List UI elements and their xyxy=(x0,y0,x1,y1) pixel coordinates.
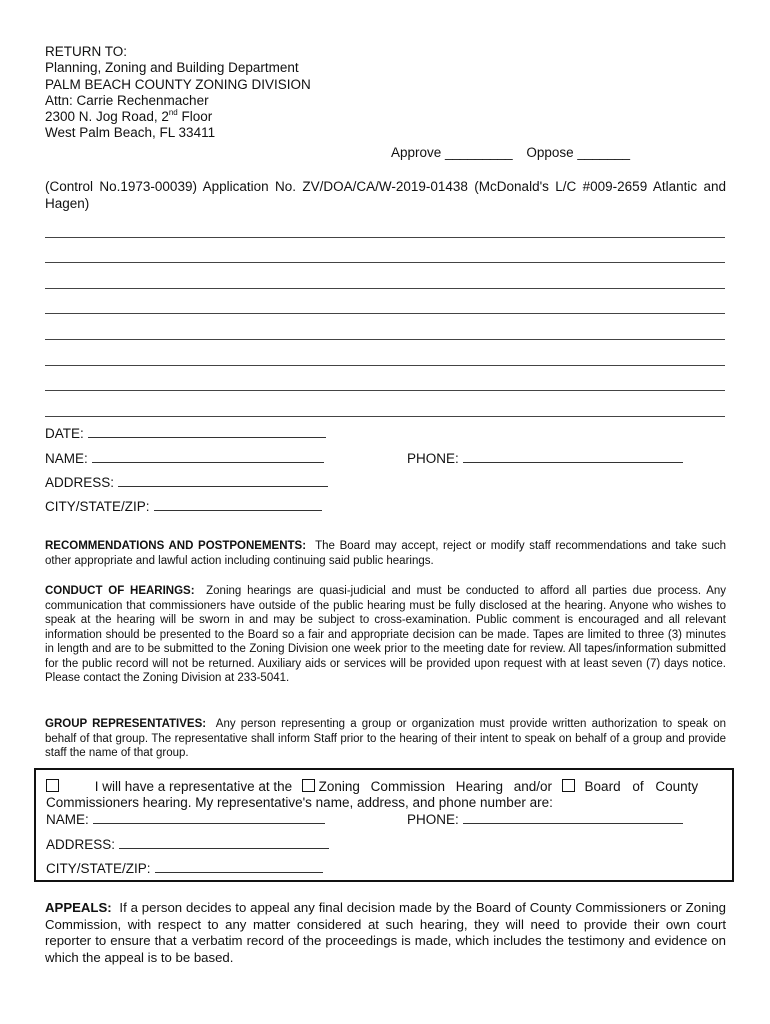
comment-line[interactable] xyxy=(45,212,725,238)
return-to-label: RETURN TO: xyxy=(45,44,128,59)
city-state-zip-field xyxy=(45,498,322,514)
application-reference: (Control No.1973-00039) Application No. ZV/DOA/CA/W-2019-01438 (McDonald's L/C #009-2659 Atlantic and Hagen) xyxy=(45,179,726,211)
representative-checkbox[interactable] xyxy=(46,779,59,792)
representative-name-label: NAME: xyxy=(46,812,89,827)
oppose-field[interactable]: Oppose _______ xyxy=(526,145,630,160)
phone-field xyxy=(407,450,683,466)
comment-line[interactable] xyxy=(45,391,725,417)
comment-line[interactable] xyxy=(45,340,725,366)
department-name: Planning, Zoning and Building Department xyxy=(45,60,299,76)
date-label: DATE: xyxy=(45,426,84,441)
comment-line[interactable] xyxy=(45,366,725,392)
address-label: ADDRESS: xyxy=(45,475,115,490)
representative-intro: I will have a representative at the xyxy=(94,779,293,794)
zoning-commission-option: Zoning Commission Hearing and/or xyxy=(318,779,553,794)
date-input-line[interactable] xyxy=(88,425,326,438)
name-label: NAME: xyxy=(45,451,88,466)
conduct-body: Zoning hearings are quasi-judicial and must be conducted to afford all parties due process. Any communication that commissioners have outside of the public hearing must be fully disclosed at the hearing. Anyone who wishes to speak at the hearing will be sworn in and may be subject to cross-examination. Public comment is encouraged and all relevant information should be presented to the Board so a fair and appropriate decision can be made. Tapes are limited to three (3) minutes in length and are to be submitted to the Zoning Division one week prior to the meeting date for review. All tapes/information submitted for the public record will not be returned. Auxiliary aids or services will be provided upon request with at least seven (7) days notice. Please contact the Zoning Division at 233-5041. xyxy=(45,585,727,684)
date-field xyxy=(45,425,326,441)
conduct-heading: CONDUCT OF HEARINGS: xyxy=(45,585,195,597)
appeals-body: If a person decides to appeal any final decision made by the Board of County Commissioners or Zoning Commission, with respect to any matter considered at such hearing, they will need to provide their own court reporter to ensure that a verbatim record of the proceedings is made, which includes the testimony and evidence on which the appeal is to be based. xyxy=(45,900,727,966)
zoning-commission-checkbox[interactable] xyxy=(302,779,315,792)
comment-line[interactable] xyxy=(45,314,725,340)
appeals-heading: APPEALS: xyxy=(45,900,112,915)
representative-phone-label: PHONE: xyxy=(407,812,459,827)
representative-address-field xyxy=(46,836,329,852)
representative-line-1 xyxy=(46,779,726,794)
address-field xyxy=(45,474,328,490)
comment-area[interactable] xyxy=(45,212,725,417)
representative-line-2: Commissioners hearing. My representative's name, address, and phone number are: xyxy=(46,795,553,810)
representative-name-field xyxy=(46,811,325,827)
representative-city-label: CITY/STATE/ZIP: xyxy=(46,861,151,876)
representative-phone-field xyxy=(407,811,683,827)
representative-box xyxy=(34,768,734,882)
street-address xyxy=(45,109,311,125)
group-body: Any person representing a group or organization must provide written authorization to speak on behalf of that group. The representative shall inform Staff prior to the hearing of their intent to speak on behalf of a group and provide staff the name of that group. xyxy=(45,718,727,759)
name-field xyxy=(45,450,324,466)
conduct-section xyxy=(45,584,726,686)
group-heading: GROUP REPRESENTATIVES: xyxy=(45,718,207,730)
representative-address-label: ADDRESS: xyxy=(46,837,116,852)
recommendations-heading: RECOMMENDATIONS AND POSTPONEMENTS: xyxy=(45,540,307,552)
comment-line[interactable] xyxy=(45,263,725,289)
city-state-zip-input-line[interactable] xyxy=(154,498,322,511)
recommendations-body: The Board may accept, reject or modify staff recommendations and take such other appropriate and lawful action including continuing said public hearings. xyxy=(45,540,726,567)
representative-city-input-line[interactable] xyxy=(155,860,323,873)
representative-phone-input-line[interactable] xyxy=(463,811,683,824)
phone-label: PHONE: xyxy=(407,451,459,466)
comment-line[interactable] xyxy=(45,289,725,315)
division-name: PALM BEACH COUNTY ZONING DIVISION xyxy=(45,76,311,92)
floor-ordinal-suffix: nd xyxy=(168,108,178,118)
representative-address-input-line[interactable] xyxy=(119,836,329,849)
board-county-option: Board of County xyxy=(584,779,699,794)
return-address xyxy=(45,44,311,142)
representative-city-field xyxy=(46,860,323,876)
address-input-line[interactable] xyxy=(118,474,328,487)
approve-field[interactable]: Approve _________ xyxy=(391,145,513,160)
attention-line: Attn: Carrie Rechenmacher xyxy=(45,92,209,108)
city-state-zip: West Palm Beach, FL 33411 xyxy=(45,125,216,141)
name-input-line[interactable] xyxy=(92,450,324,463)
street-address-floor: Floor xyxy=(177,109,213,125)
street-address-main: 2300 N. Jog Road, 2 xyxy=(45,109,169,125)
board-county-checkbox[interactable] xyxy=(562,779,575,792)
comment-line[interactable] xyxy=(45,238,725,264)
phone-input-line[interactable] xyxy=(463,450,683,463)
representative-name-input-line[interactable] xyxy=(93,811,325,824)
appeals-section xyxy=(45,900,726,967)
group-section xyxy=(45,717,726,761)
city-state-zip-label: CITY/STATE/ZIP: xyxy=(45,499,150,514)
vote-options xyxy=(391,145,630,160)
recommendations-section xyxy=(45,539,726,568)
